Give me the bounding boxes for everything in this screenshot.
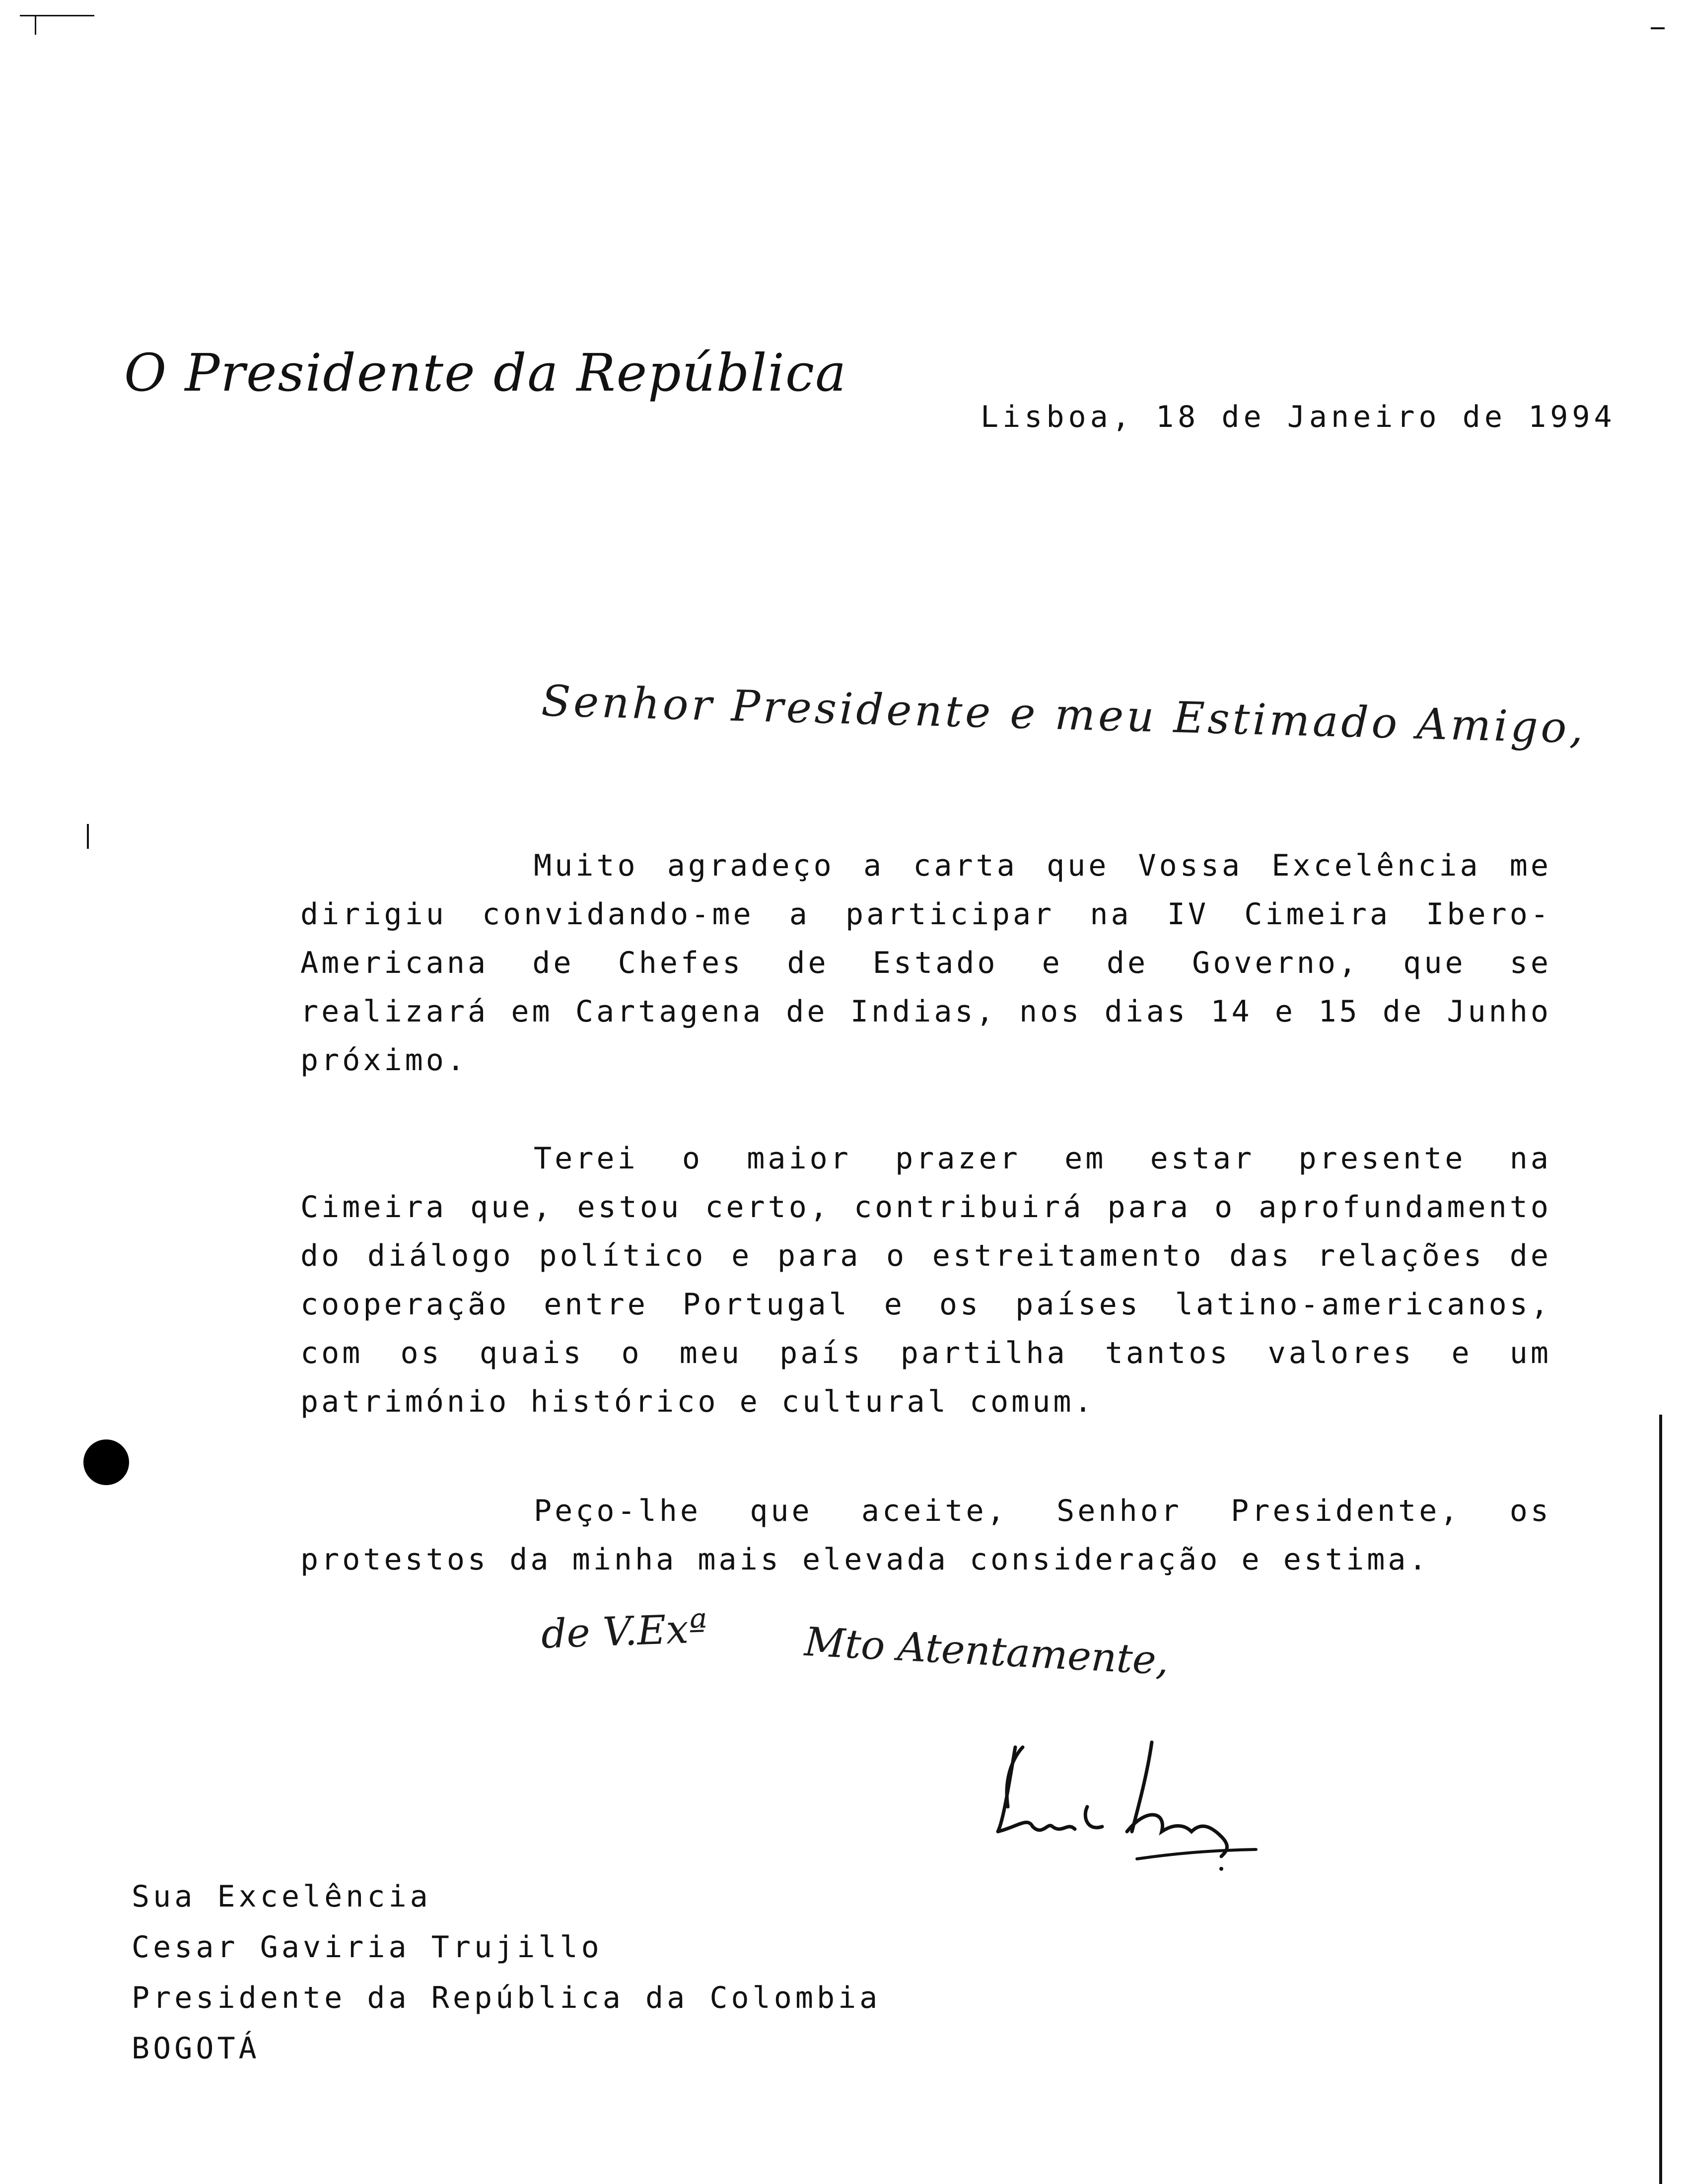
paragraph-1-text: Muito agradeço a carta que Vossa Excelência me dirigiu convidando-me a participar na IV Cimeira Ibero-Americana de Chefes de Estado e de Governo, que se realizará em Cartagena de Indias, nos dias 14 e 15 de Junho próximo.: [300, 848, 1551, 1078]
recipient-honorific: Sua Excelência: [132, 1879, 431, 1914]
scan-mark-top-left-tick: [35, 15, 36, 35]
paragraph-2: [300, 1134, 1551, 1426]
paragraph-2-text: Terei o maior prazer em estar presente na Cimeira que, estou certo, contribuirá para o aprofundamento do diálogo político e para o estreitamento das relações de cooperação entre Portugal e os países latino-americanos, com os quais o meu país partilha tantos valores e um património histórico e cultural comum.: [300, 1141, 1551, 1419]
punch-hole-mark: [83, 1439, 129, 1485]
handwritten-salutation: Senhor Presidente e meu Estimado Amigo,: [541, 676, 1587, 753]
recipient-city: BOGOTÁ: [132, 2031, 260, 2066]
paragraph-3: [300, 1487, 1551, 1584]
paragraph-3-text: Peço-lhe que aceite, Senhor Presidente, os protestos da minha mais elevada consideração e estima.: [300, 1494, 1551, 1577]
signature: [988, 1732, 1266, 1871]
scan-mark-top-left: [20, 15, 94, 16]
scan-mark-top-right: [1651, 27, 1665, 29]
handwritten-closing-2: Mto Atentamente,: [803, 1618, 1170, 1684]
recipient-address: [132, 1871, 881, 2074]
paragraph-1: [300, 841, 1551, 1085]
scan-edge-right: [1659, 1415, 1662, 2184]
date-line: Lisboa, 18 de Janeiro de 1994: [981, 400, 1616, 434]
recipient-name: Cesar Gaviria Trujillo: [132, 1930, 603, 1965]
scan-mark-left-bracket: [87, 824, 89, 849]
recipient-title: Presidente da República da Colombia: [132, 1980, 881, 2015]
letterhead-title: O Presidente da República: [124, 342, 847, 403]
handwritten-closing-1: de V.Exª: [540, 1605, 708, 1657]
